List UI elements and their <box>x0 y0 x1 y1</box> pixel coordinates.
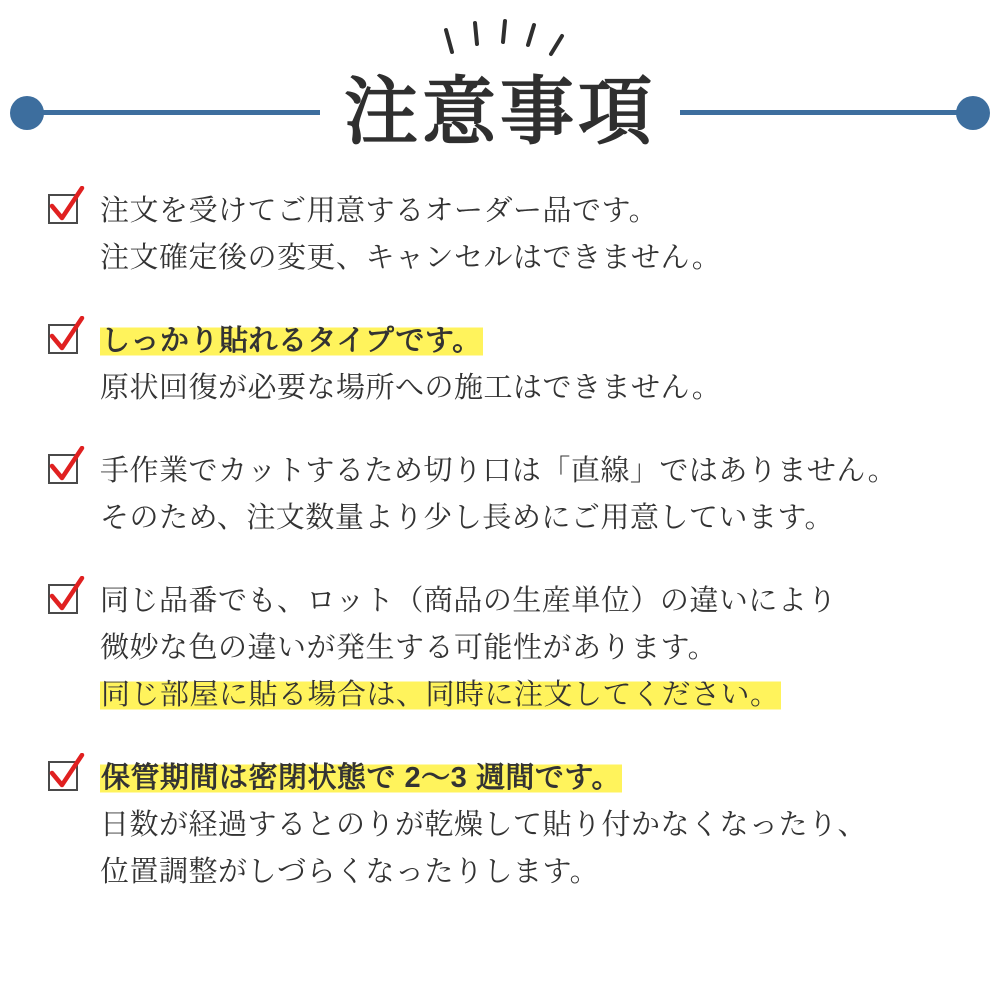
highlighted-text: 同じ部屋に貼る場合は、同時に注文してください。 <box>101 679 780 711</box>
notice-line <box>100 365 958 412</box>
notice-line <box>100 625 958 672</box>
highlighted-text: しっかり貼れるタイプです。 <box>101 325 482 357</box>
notice-list <box>48 188 958 932</box>
plain-text: 同じ品番でも、ロット（商品の生産単位）の違いにより <box>100 585 837 617</box>
notice-text <box>100 188 958 282</box>
plain-text: 原状回復が必要な場所への施工はできません。 <box>100 372 722 404</box>
page-header <box>0 0 1000 175</box>
notice-line <box>100 578 958 625</box>
checkbox-checked-icon <box>48 454 82 488</box>
plain-text: 日数が経過するとのりが乾燥して貼り付かなくなったり、 <box>100 809 868 841</box>
notice-line <box>100 495 958 542</box>
checkbox-checked-icon <box>48 324 82 358</box>
notice-item <box>48 318 958 412</box>
notice-line <box>100 448 958 495</box>
highlighted-text: 保管期間は密閉状態で 2〜3 週間です。 <box>101 762 622 794</box>
sparkle-decoration-icon <box>0 18 1000 68</box>
plain-text: 注文を受けてご用意するオーダー品です。 <box>100 195 659 227</box>
notice-text <box>100 318 958 412</box>
notice-text <box>100 448 958 542</box>
plain-text: 位置調整がしづらくなったりします。 <box>100 856 600 888</box>
plain-text: 注文確定後の変更、キャンセルはできません。 <box>100 242 722 274</box>
plain-text: 微妙な色の違いが発生する可能性があります。 <box>100 632 718 664</box>
notice-text <box>100 755 958 896</box>
header-rule-right <box>680 110 970 115</box>
notice-line <box>100 672 958 719</box>
notice-text <box>100 578 958 719</box>
header-dot-right <box>956 96 990 130</box>
notice-item <box>48 448 958 542</box>
notice-line <box>100 235 958 282</box>
checkbox-checked-icon <box>48 584 82 618</box>
notice-item <box>48 755 958 896</box>
notice-item <box>48 578 958 719</box>
notice-line <box>100 318 958 365</box>
checkbox-checked-icon <box>48 194 82 228</box>
notice-line <box>100 849 958 896</box>
notice-line <box>100 802 958 849</box>
plain-text: そのため、注文数量より少し長めにご用意しています。 <box>100 502 835 534</box>
notice-line <box>100 755 958 802</box>
checkbox-checked-icon <box>48 761 82 795</box>
notice-line <box>100 188 958 235</box>
plain-text: 手作業でカットするため切り口は「直線」ではありません。 <box>100 455 898 487</box>
notice-item <box>48 188 958 282</box>
page-title: 注意事項 <box>344 70 656 153</box>
